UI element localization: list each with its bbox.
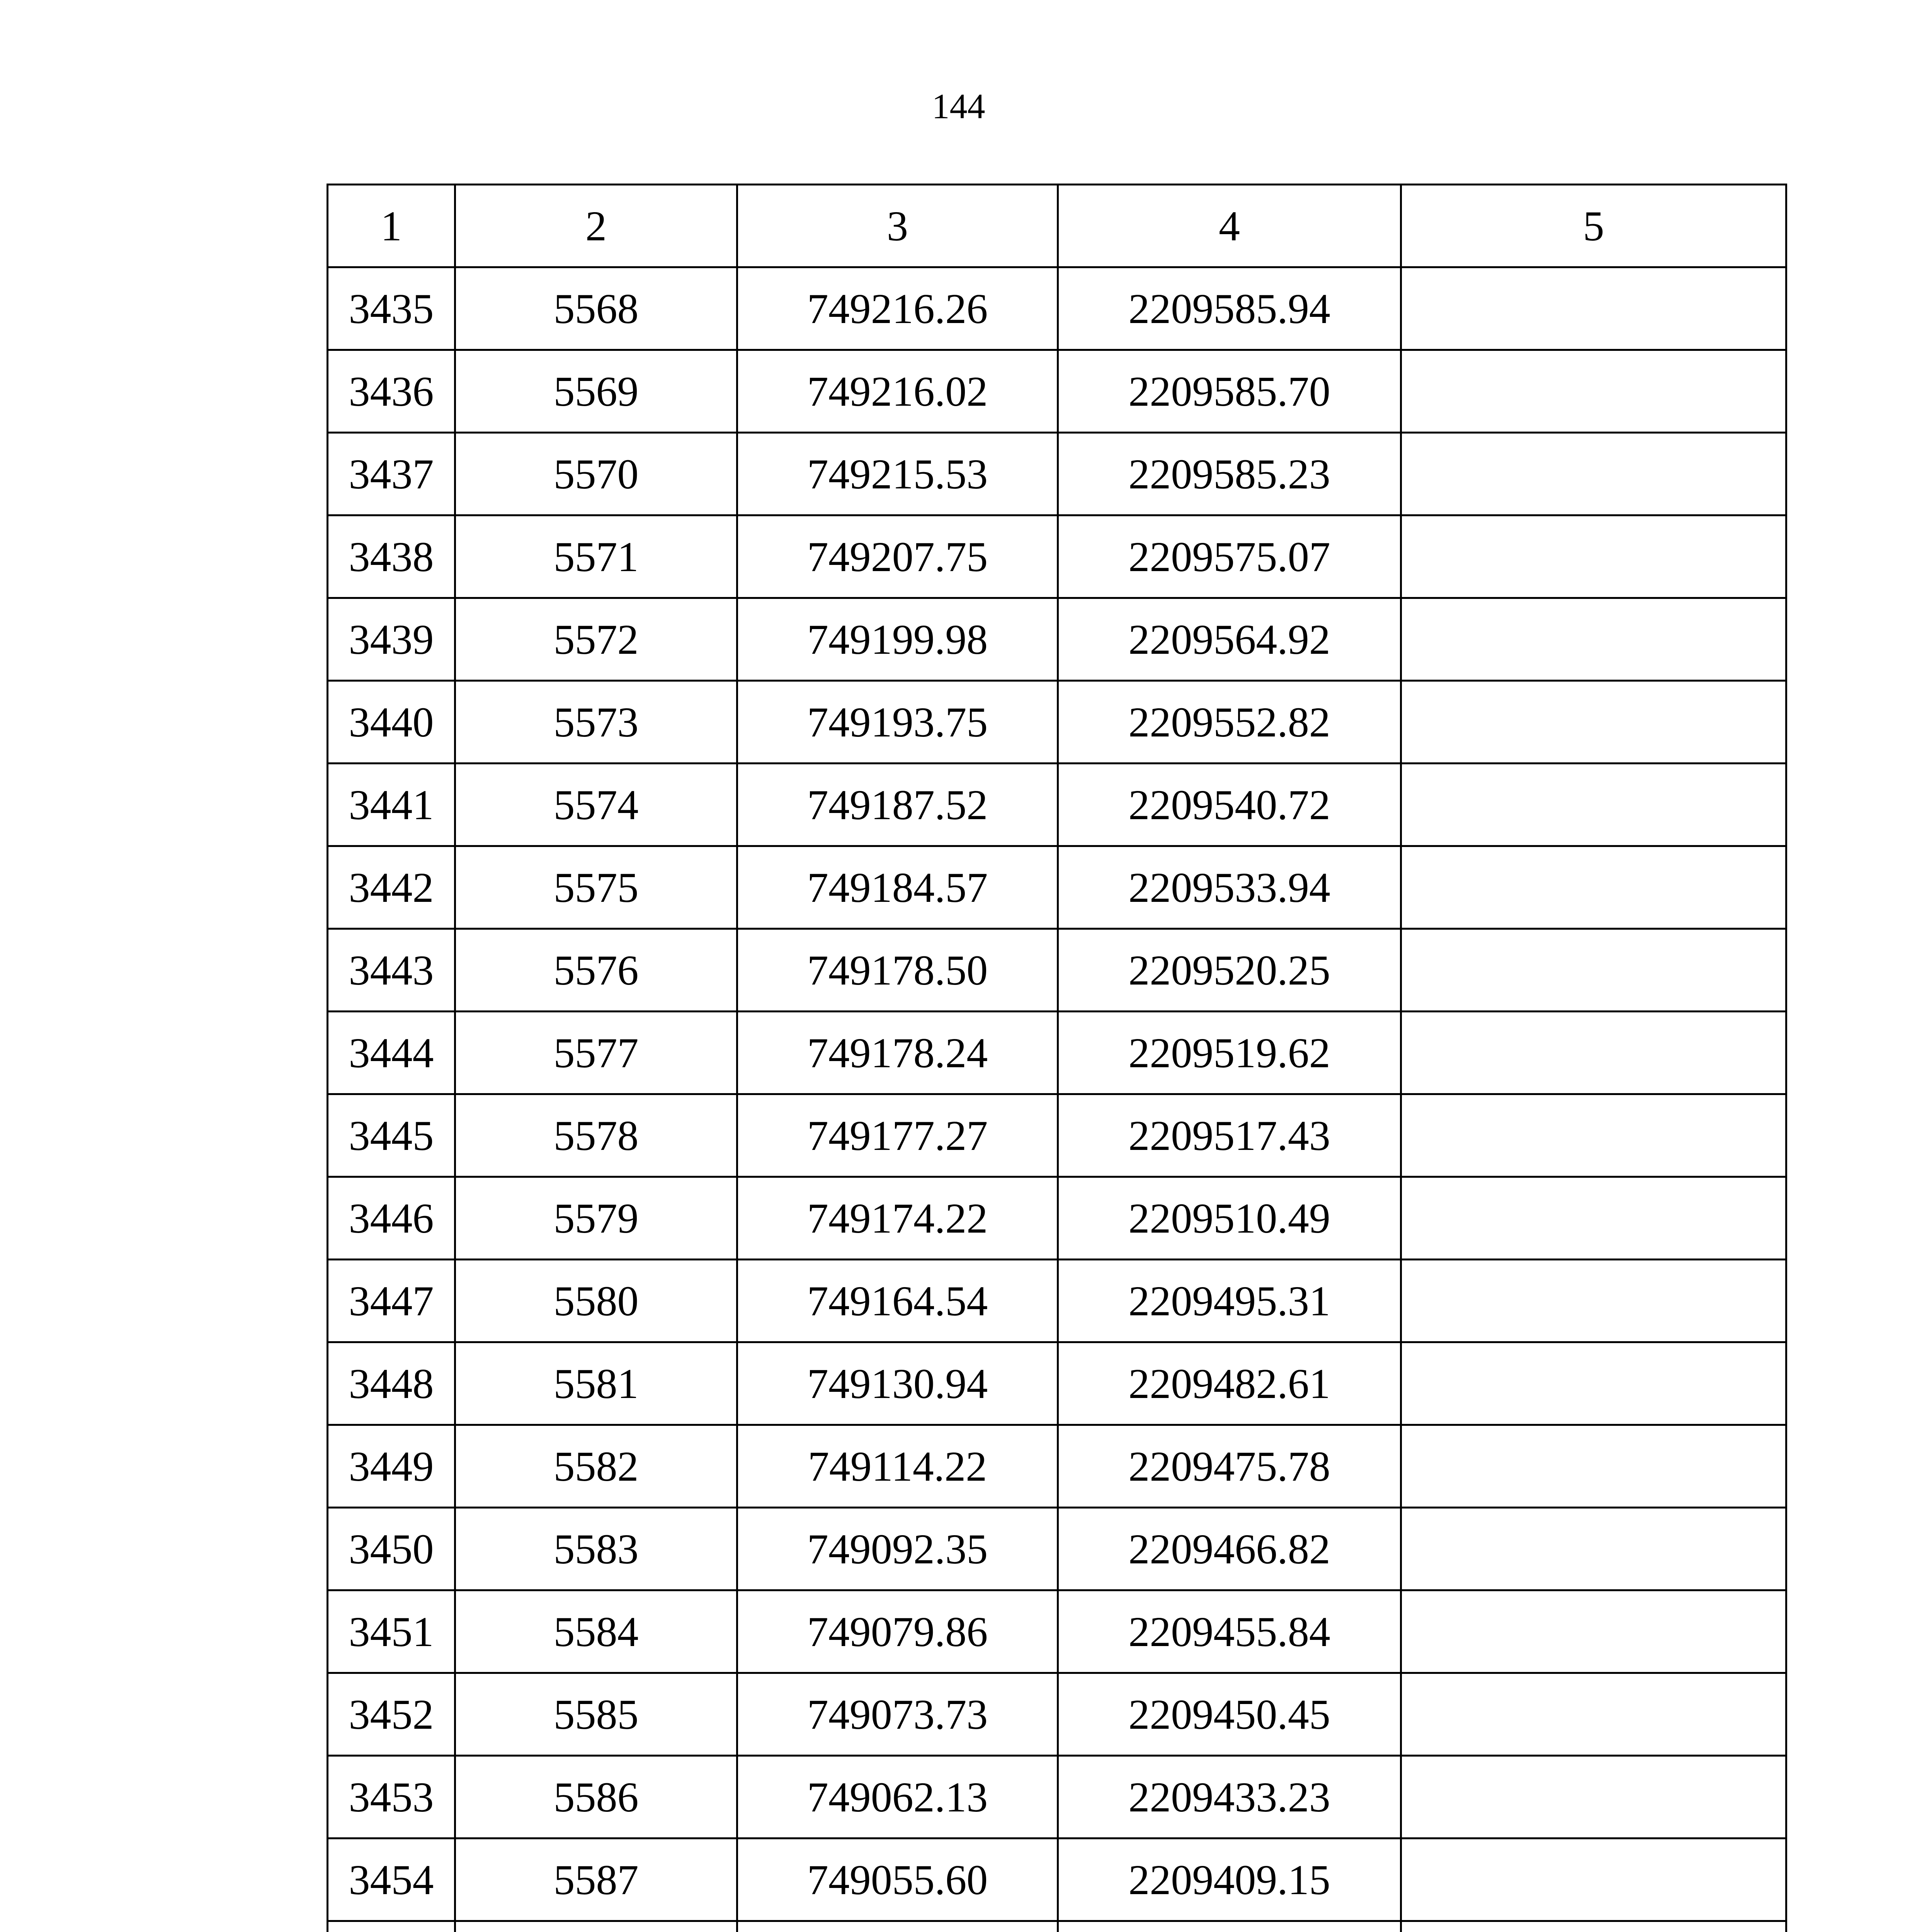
- table-cell: 3449: [328, 1425, 455, 1508]
- table-cell: [455, 1921, 737, 1932]
- table-row: [328, 764, 1786, 846]
- table-row: [328, 1590, 1786, 1673]
- table-row: [328, 846, 1786, 929]
- column-header: 2: [455, 185, 737, 267]
- table-cell: [1401, 350, 1786, 433]
- table-cell: 749114.22: [737, 1425, 1058, 1508]
- table-cell: 2209575.07: [1058, 515, 1401, 598]
- table-cell: 3453: [328, 1756, 455, 1838]
- table-cell: 5573: [455, 681, 737, 764]
- table-cell: 749130.94: [737, 1342, 1058, 1425]
- table-cell: 749178.24: [737, 1012, 1058, 1094]
- table-cell: [1401, 267, 1786, 350]
- table-cell: [1401, 1342, 1786, 1425]
- table-cell: 3436: [328, 350, 455, 433]
- column-header: 4: [1058, 185, 1401, 267]
- table-row: [328, 598, 1786, 681]
- table-cell: [1401, 929, 1786, 1012]
- table-row: [328, 267, 1786, 350]
- table-cell: 3444: [328, 1012, 455, 1094]
- table-cell: [1401, 433, 1786, 515]
- table-cell: 749055.60: [737, 1838, 1058, 1921]
- table-cell: [1401, 1590, 1786, 1673]
- table-cell: 5582: [455, 1425, 737, 1508]
- table-cell: 749193.75: [737, 681, 1058, 764]
- table-row: [328, 433, 1786, 515]
- table-row: [328, 929, 1786, 1012]
- table-row: [328, 1508, 1786, 1590]
- table-cell: 749184.57: [737, 846, 1058, 929]
- table-row: [328, 681, 1786, 764]
- table-cell: [1401, 764, 1786, 846]
- table-cell: 5569: [455, 350, 737, 433]
- table-cell: 749216.26: [737, 267, 1058, 350]
- table-cell: 749215.53: [737, 433, 1058, 515]
- table-cell: 3452: [328, 1673, 455, 1756]
- table-cell: [1401, 1094, 1786, 1177]
- table-row: [328, 515, 1786, 598]
- table-row: [328, 1838, 1786, 1921]
- table-cell: [1401, 598, 1786, 681]
- table-cell: 2209475.78: [1058, 1425, 1401, 1508]
- table-cell: 2209409.15: [1058, 1838, 1401, 1921]
- table-cell: 2209540.72: [1058, 764, 1401, 846]
- table-cell: 749207.75: [737, 515, 1058, 598]
- column-header: 3: [737, 185, 1058, 267]
- table-cell: [1401, 846, 1786, 929]
- table-row: [328, 1094, 1786, 1177]
- table-cell: 2209585.70: [1058, 350, 1401, 433]
- table-cell: 3438: [328, 515, 455, 598]
- table-row: [328, 1921, 1786, 1932]
- table-row: [328, 1425, 1786, 1508]
- table-cell: 2209585.94: [1058, 267, 1401, 350]
- table-body: [328, 267, 1786, 1932]
- table-cell: 749073.73: [737, 1673, 1058, 1756]
- table-cell: [1401, 1260, 1786, 1342]
- table-cell: 2209585.23: [1058, 433, 1401, 515]
- table-cell: 3442: [328, 846, 455, 929]
- table-cell: 3454: [328, 1838, 455, 1921]
- table-cell: 5578: [455, 1094, 737, 1177]
- table-cell: 5568: [455, 267, 737, 350]
- column-header: 1: [328, 185, 455, 267]
- table-cell: [328, 1921, 455, 1932]
- table-row: [328, 1756, 1786, 1838]
- table-cell: 749216.02: [737, 350, 1058, 433]
- table-cell: [1058, 1921, 1401, 1932]
- table-cell: 749079.86: [737, 1590, 1058, 1673]
- table-cell: 5586: [455, 1756, 737, 1838]
- table-cell: 3441: [328, 764, 455, 846]
- table-cell: 2209482.61: [1058, 1342, 1401, 1425]
- table-row: [328, 1342, 1786, 1425]
- table-cell: [1401, 1508, 1786, 1590]
- table-cell: [1401, 1921, 1786, 1932]
- table-cell: 2209495.31: [1058, 1260, 1401, 1342]
- table-cell: [1401, 1756, 1786, 1838]
- table-cell: 3447: [328, 1260, 455, 1342]
- table-cell: [1401, 681, 1786, 764]
- table-cell: 5571: [455, 515, 737, 598]
- table-cell: 3440: [328, 681, 455, 764]
- table-cell: 5575: [455, 846, 737, 929]
- table-cell: [1401, 1425, 1786, 1508]
- table-cell: 3451: [328, 1590, 455, 1673]
- table-cell: 2209552.82: [1058, 681, 1401, 764]
- table-cell: 3439: [328, 598, 455, 681]
- table-cell: [1401, 1177, 1786, 1260]
- table-cell: 3443: [328, 929, 455, 1012]
- table-cell: 2209433.23: [1058, 1756, 1401, 1838]
- column-header: 5: [1401, 185, 1786, 267]
- table-cell: 5581: [455, 1342, 737, 1425]
- table-row: [328, 1673, 1786, 1756]
- table-row: [328, 1177, 1786, 1260]
- coordinates-table: [327, 184, 1787, 1932]
- table-cell: 5579: [455, 1177, 737, 1260]
- table-cell: 5577: [455, 1012, 737, 1094]
- page-number: 144: [932, 87, 985, 126]
- table-cell: 5584: [455, 1590, 737, 1673]
- table-row: [328, 1012, 1786, 1094]
- table-cell: 5570: [455, 433, 737, 515]
- table-cell: 2209520.25: [1058, 929, 1401, 1012]
- table-cell: 749174.22: [737, 1177, 1058, 1260]
- table-cell: 5576: [455, 929, 737, 1012]
- table-cell: [1401, 515, 1786, 598]
- table-cell: 3446: [328, 1177, 455, 1260]
- table-cell: 3445: [328, 1094, 455, 1177]
- table-cell: 749187.52: [737, 764, 1058, 846]
- table-cell: 3437: [328, 433, 455, 515]
- table-cell: [737, 1921, 1058, 1932]
- table-cell: 749178.50: [737, 929, 1058, 1012]
- table-cell: [1401, 1673, 1786, 1756]
- table-cell: 3450: [328, 1508, 455, 1590]
- table-cell: 5583: [455, 1508, 737, 1590]
- table-cell: 2209533.94: [1058, 846, 1401, 929]
- table-cell: [1401, 1838, 1786, 1921]
- table-cell: 2209564.92: [1058, 598, 1401, 681]
- table-cell: 749092.35: [737, 1508, 1058, 1590]
- table-cell: 749062.13: [737, 1756, 1058, 1838]
- table-cell: 2209466.82: [1058, 1508, 1401, 1590]
- table-header-row: [328, 185, 1786, 267]
- table-cell: 5572: [455, 598, 737, 681]
- table-cell: 749164.54: [737, 1260, 1058, 1342]
- table-cell: 5587: [455, 1838, 737, 1921]
- table-cell: 5580: [455, 1260, 737, 1342]
- table-cell: 5585: [455, 1673, 737, 1756]
- table-row: [328, 350, 1786, 433]
- table-cell: 3435: [328, 267, 455, 350]
- table-cell: 2209517.43: [1058, 1094, 1401, 1177]
- table-cell: 2209455.84: [1058, 1590, 1401, 1673]
- table-cell: 749199.98: [737, 598, 1058, 681]
- table-cell: 749177.27: [737, 1094, 1058, 1177]
- table-cell: 2209519.62: [1058, 1012, 1401, 1094]
- table-cell: 2209450.45: [1058, 1673, 1401, 1756]
- table-cell: 2209510.49: [1058, 1177, 1401, 1260]
- table-cell: [1401, 1012, 1786, 1094]
- table-row: [328, 1260, 1786, 1342]
- table-cell: 5574: [455, 764, 737, 846]
- table-cell: 3448: [328, 1342, 455, 1425]
